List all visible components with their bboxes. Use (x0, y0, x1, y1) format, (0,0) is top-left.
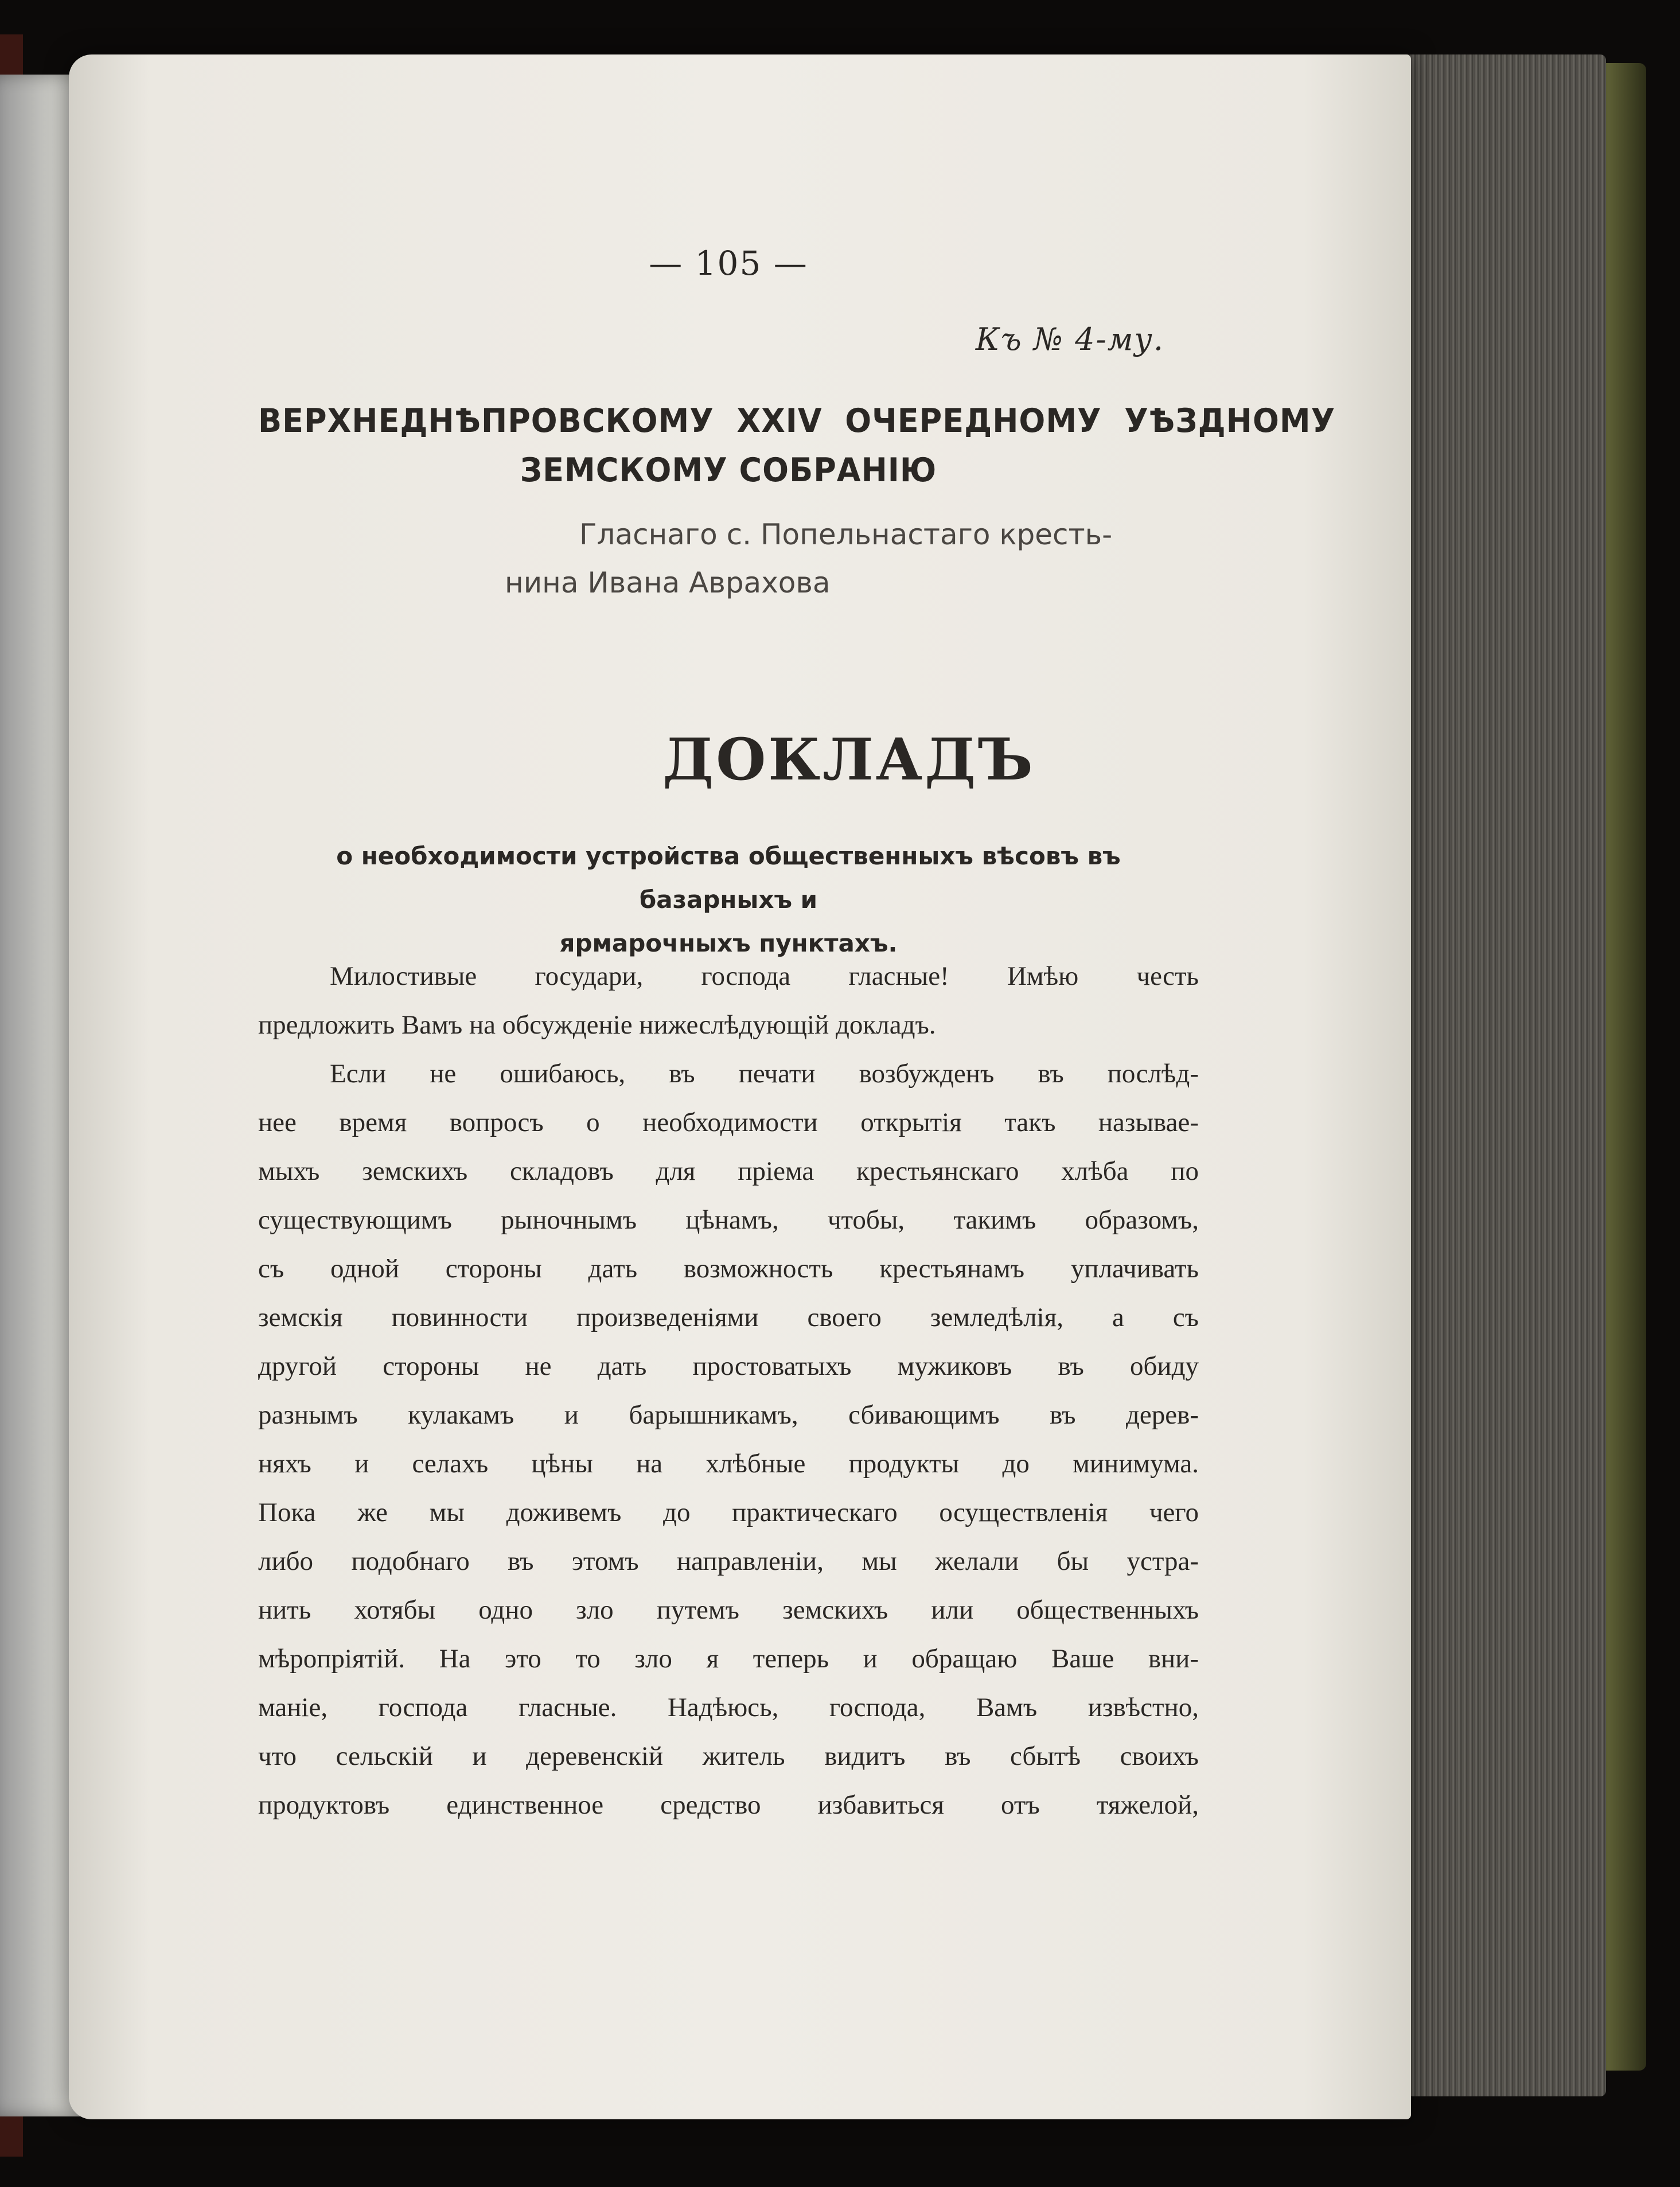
body-line: маніе, господа гласные. Надѣюсь, господа, Вамъ извѣстно, (258, 1693, 1199, 1722)
body-line: продуктовъ единственное средство избавиться отъ тяжелой, (258, 1790, 1199, 1820)
body-line: земскія повинности произведеніями своего земледѣлія, а съ (258, 1303, 1199, 1332)
subject-line-1: о необходимости устройства общественныхъ вѣсовъ въ базарныхъ и (336, 842, 1121, 914)
body-line: мѣропріятій. На это то зло я теперь и обращаю Ваше вни- (258, 1644, 1199, 1674)
heading-line-1: ВЕРХНЕДНѢПРОВСКОМУ XXIV ОЧЕРЕДНОМУ УѢЗДНОМУ (258, 401, 1336, 440)
body-line: другой стороны не дать простоватыхъ мужиковъ въ обиду (258, 1351, 1199, 1381)
author-line-1: Гласнаго с. Попельнастаго кресть- (579, 518, 1113, 551)
heading-line-2: ЗЕМСКОМУ СОБРАНІЮ (520, 451, 937, 489)
body-line: что сельскій и деревенскій житель видитъ въ сбытѣ своихъ (258, 1741, 1199, 1771)
body-line: либо подобнаго въ этомъ направленіи, мы желали бы устра- (258, 1546, 1199, 1576)
document-title: ДОКЛАДЪ (662, 726, 1035, 793)
body-line: съ одной стороны дать возможность крестьянамъ уплачивать (258, 1254, 1199, 1284)
author-line-2: нина Ивана Аврахова (505, 566, 831, 599)
book-page (69, 54, 1411, 2119)
body-line: няхъ и селахъ цѣны на хлѣбные продукты до минимума. (258, 1449, 1199, 1479)
body-line: нить хотябы одно зло путемъ земскихъ или общественныхъ (258, 1595, 1199, 1625)
body-line: предложить Вамъ на обсужденіе нижеслѣдующій докладъ. (258, 1010, 936, 1040)
page-number: — 105 — (649, 244, 808, 283)
body-line: Милостивые государи, господа гласные! Имѣю честь (330, 961, 1199, 991)
body-text (258, 952, 1199, 1830)
document-subject (258, 835, 1199, 965)
body-line: разнымъ кулакамъ и барышникамъ, сбивающимъ въ дерев- (258, 1400, 1199, 1430)
document-heading (258, 396, 1336, 495)
subject-line-2: ярмарочныхъ пунктахъ. (559, 929, 898, 957)
author-line (258, 510, 1199, 607)
reference-note: Къ № 4-му. (975, 321, 1164, 357)
body-line: мыхъ земскихъ складовъ для пріема крестьянскаго хлѣба по (258, 1156, 1199, 1186)
body-line: Если не ошибаюсь, въ печати возбужденъ въ послѣд- (330, 1059, 1199, 1089)
body-line: Пока же мы доживемъ до практическаго осуществленія чего (258, 1498, 1199, 1527)
body-line: существующимъ рыночнымъ цѣнамъ, чтобы, такимъ образомъ, (258, 1205, 1199, 1235)
page-edges (1400, 54, 1606, 2096)
body-line: нее время вопросъ о необходимости открытія такъ называе- (258, 1108, 1199, 1137)
